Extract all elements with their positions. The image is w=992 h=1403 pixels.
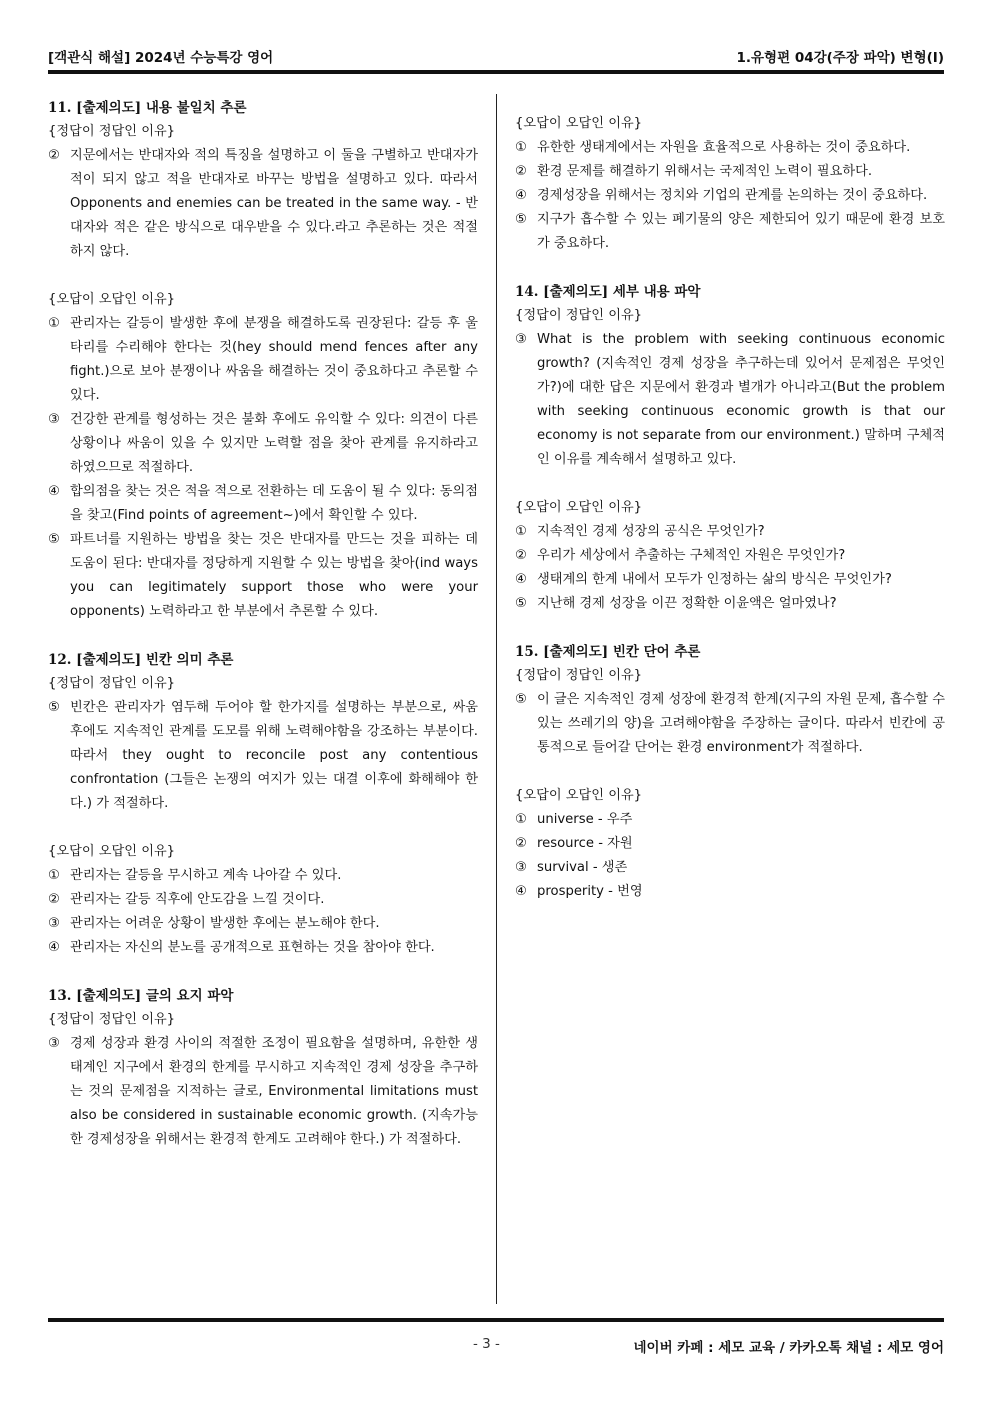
section-title-15: 15. [출제의도] 빈칸 단어 추론 <box>515 644 701 660</box>
item-text: 지난해 경제 성장을 이끈 정확한 이윤액은 얼마였나? <box>537 596 837 611</box>
item-text: 지문에서는 반대자와 적의 특징을 설명하고 이 둘을 구별하고 반대자가 적이 되지 않고 적을 반대자로 바꾸는 방법을 설명하고 있다. 따라서 Opponents and enemies can be treated in the same way. - 반대자와 적은 같은 방식으로 대우받을 수 있다.라고 추론하는 것은 적절하지 않다. <box>70 148 478 259</box>
answer-item <box>48 312 478 408</box>
item-number: ④ <box>515 884 527 899</box>
item-number: ④ <box>515 188 527 203</box>
item-text: survival - 생존 <box>537 860 628 875</box>
item-number: ② <box>515 836 527 851</box>
answer-item <box>515 160 945 184</box>
item-text: 경제 성장과 환경 사이의 적절한 조정이 필요함을 설명하며, 유한한 생태계인 지구에서 환경의 한계를 무시하고 지속적인 경제 성장을 추구하는 것의 문제점을 지적하는 글로, Environmental limitations must also be considered in sustainable economic growth. (지속가능한 경제성장을 위해서는 환경적 한계도 고려해야 한다.) 가 적절하다. <box>70 1036 478 1147</box>
item-text: 유한한 생태계에서는 자원을 효율적으로 사용하는 것이 중요하다. <box>537 140 911 155</box>
answer-item <box>515 832 945 856</box>
item-number: ⑤ <box>515 692 527 707</box>
answer-item <box>48 696 478 816</box>
item-text: 환경 문제를 해결하기 위해서는 국제적인 노력이 필요하다. <box>537 164 873 179</box>
answer-item <box>515 688 945 760</box>
answer-item <box>515 568 945 592</box>
item-number: ② <box>48 148 60 163</box>
answer-item <box>515 808 945 832</box>
answer-item <box>515 208 945 256</box>
answer-item <box>48 408 478 480</box>
answer-item <box>48 528 478 624</box>
item-text: 지구가 흡수할 수 있는 폐기물의 양은 제한되어 있기 때문에 환경 보호가 중요하다. <box>537 212 945 251</box>
item-text: 관리자는 갈등이 발생한 후에 분쟁을 해결하도록 권장된다: 갈등 후 울타리를 수리해야 한다는 것(hey should mend fences after any fight.)으로 보아 분쟁이나 싸움을 해결하는 것이 중요하다고 추론할 수 있다. <box>70 316 478 403</box>
correct-label: {정답이 정답인 이유} <box>515 668 643 683</box>
item-text: 관리자는 갈등 직후에 안도감을 느낄 것이다. <box>70 892 325 907</box>
item-text: 파트너를 지원하는 방법을 찾는 것은 반대자를 만드는 것을 피하는 데 도움이 된다: 반대자를 정당하게 지원할 수 있는 방법을 찾아(ind ways you can legitimately support those who were your opponents) 노력하라고 한 부분에서 추론할 수 있다. <box>70 532 478 619</box>
item-number: ① <box>515 812 527 827</box>
answer-item <box>515 184 945 208</box>
wrong-label: {오답이 오답인 이유} <box>48 844 176 859</box>
correct-label: {정답이 정답인 이유} <box>515 308 643 323</box>
section-title-14: 14. [출제의도] 세부 내용 파악 <box>515 284 701 300</box>
item-number: ⑤ <box>515 212 527 227</box>
left-column <box>48 96 478 1152</box>
answer-item <box>515 592 945 616</box>
item-text: prosperity - 번영 <box>537 884 643 899</box>
item-number: ③ <box>48 412 60 427</box>
item-text: 관리자는 어려운 상황이 발생한 후에는 분노해야 한다. <box>70 916 380 931</box>
correct-label: {정답이 정답인 이유} <box>48 124 176 139</box>
answer-item <box>48 864 478 888</box>
answer-item <box>48 912 478 936</box>
item-text: resource - 자원 <box>537 836 633 851</box>
item-number: ④ <box>48 484 60 499</box>
item-number: ⑤ <box>48 700 60 715</box>
item-number: ② <box>48 892 60 907</box>
answer-item <box>48 1032 478 1152</box>
item-text: What is the problem with seeking continuous economic growth? (지속적인 경제 성장을 추구하는데 있어서 문제점은 무엇인가?)에 대한 답은 지문에서 환경과 별개가 아니라고(But the problem with seeking continuous economic growth is that our economy is not separate from our environment.) 말하며 구체적인 이유를 계속해서 설명하고 있다. <box>537 332 945 467</box>
answer-item <box>515 880 945 904</box>
section-title-13: 13. [출제의도] 글의 요지 파악 <box>48 988 234 1004</box>
header-right-title: 1.유형편 04강(주장 파악) 변형(I) <box>736 50 944 66</box>
footer-channel-info: 네이버 카페 : 세모 교육 / 카카오톡 채널 : 세모 영어 <box>633 1340 944 1356</box>
correct-label: {정답이 정답인 이유} <box>48 676 176 691</box>
item-text: 빈칸은 관리자가 염두해 두어야 할 한가지를 설명하는 부분으로, 싸움 후에도 지속적인 관계를 도모를 위해 노력해야함을 강조하는 부분이다. 따라서 they ought to reconcile post any contentious confrontation (그들은 논쟁의 여지가 있는 대결 이후에 화해해야 한다.) 가 적절하다. <box>70 700 478 811</box>
item-text: 우리가 세상에서 추출하는 구체적인 자원은 무엇인가? <box>537 548 846 563</box>
answer-item <box>515 520 945 544</box>
page-footer <box>48 1334 944 1364</box>
item-number: ② <box>515 548 527 563</box>
footer-rule <box>48 1318 944 1322</box>
header-left-title: [객관식 해설] 2024년 수능특강 영어 <box>48 50 274 66</box>
item-number: ⑤ <box>48 532 60 547</box>
item-text: universe - 우주 <box>537 812 633 827</box>
item-text: 지속적인 경제 성장의 공식은 무엇인가? <box>537 524 765 539</box>
item-text: 경제성장을 위해서는 정치와 기업의 관계를 논의하는 것이 중요하다. <box>537 188 928 203</box>
item-number: ② <box>515 164 527 179</box>
page-header <box>48 42 944 68</box>
item-text: 관리자는 자신의 분노를 공개적으로 표현하는 것을 참아야 한다. <box>70 940 435 955</box>
answer-item <box>48 936 478 960</box>
item-number: ① <box>515 140 527 155</box>
page-number: - 3 - <box>473 1336 500 1352</box>
item-number: ③ <box>48 916 60 931</box>
item-number: ④ <box>48 940 60 955</box>
item-number: ① <box>48 868 60 883</box>
item-number: ① <box>48 316 60 331</box>
section-title-12: 12. [출제의도] 빈칸 의미 추론 <box>48 652 234 668</box>
wrong-label: {오답이 오답인 이유} <box>515 788 643 803</box>
answer-item <box>48 888 478 912</box>
item-number: ④ <box>515 572 527 587</box>
wrong-label: {오답이 오답인 이유} <box>515 116 643 131</box>
item-text: 건강한 관계를 형성하는 것은 불화 후에도 유익할 수 있다: 의견이 다른 상황이나 싸움이 있을 수 있지만 노력할 점을 찾아 관계를 유지하라고 하였으므로 적절하다. <box>70 412 478 475</box>
answer-item <box>515 328 945 472</box>
item-number: ③ <box>48 1036 60 1051</box>
answer-item <box>515 856 945 880</box>
item-text: 생태계의 한계 내에서 모두가 인정하는 삶의 방식은 무엇인가? <box>537 572 892 587</box>
answer-item <box>515 544 945 568</box>
answer-item <box>48 480 478 528</box>
item-text: 이 글은 지속적인 경제 성장에 환경적 한계(지구의 자원 문제, 흡수할 수 있는 쓰레기의 양)을 고려해야함을 주장하는 글이다. 따라서 빈칸에 공통적으로 들어갈 단어는 환경 environment가 적절하다. <box>537 692 945 755</box>
item-text: 관리자는 갈등을 무시하고 계속 나아갈 수 있다. <box>70 868 342 883</box>
item-number: ① <box>515 524 527 539</box>
item-number: ⑤ <box>515 596 527 611</box>
answer-item <box>48 144 478 264</box>
item-text: 합의점을 찾는 것은 적을 적으로 전환하는 데 도움이 될 수 있다: 동의점을 찾고(Find points of agreement~)에서 확인할 수 있다. <box>70 484 478 523</box>
column-divider <box>496 94 497 1304</box>
wrong-label: {오답이 오답인 이유} <box>515 500 643 515</box>
right-column <box>515 112 945 904</box>
item-number: ③ <box>515 332 527 347</box>
section-title-11: 11. [출제의도] 내용 불일치 추론 <box>48 100 247 116</box>
answer-item <box>515 136 945 160</box>
header-rule <box>48 70 944 74</box>
item-number: ③ <box>515 860 527 875</box>
wrong-label: {오답이 오답인 이유} <box>48 292 176 307</box>
correct-label: {정답이 정답인 이유} <box>48 1012 176 1027</box>
